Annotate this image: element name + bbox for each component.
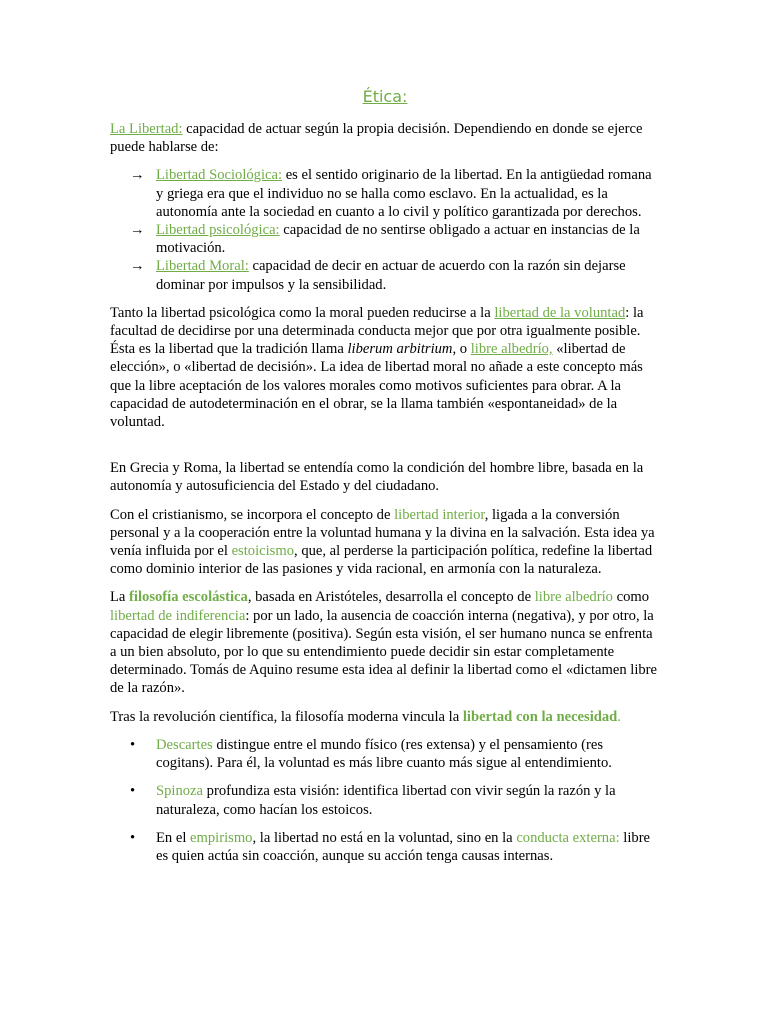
- term-descartes: Descartes: [156, 736, 213, 753]
- term-libertad-necesidad: libertad con la necesidad: [462, 708, 618, 725]
- list-item: [110, 829, 660, 865]
- text-run: , o: [452, 341, 471, 358]
- spacer: [110, 441, 660, 459]
- text-run: profundiza esta visión: identifica libertad con vivir según la razón y la naturaleza, como hacían los estoicos.: [156, 783, 616, 818]
- text-run: «libertad de elección», o «libertad de decisión». La idea de libertad moral no añade a este concepto más que la libre aceptación de los valores morales como motivos suficientes para obrar. A la capacidad de autodeterminación en el obrar, se la llama también «espontaneidad» de la voluntad.: [110, 341, 643, 431]
- text-run: , que, al perderse la participación política, redefine la libertad como dominio interior de las pasiones y vida racional, en armonía con la naturaleza.: [110, 543, 653, 578]
- intro-paragraph: [110, 120, 660, 156]
- text-run: Con el cristianismo, se incorpora el concepto de: [110, 506, 395, 523]
- list-item: [110, 782, 660, 818]
- freedom-kinds-list: [110, 166, 660, 293]
- text-run: Tras la revolución científica, la filosofía moderna vincula la: [110, 708, 463, 725]
- text-run: , basada en Aristóteles, desarrolla el concepto de: [247, 589, 535, 606]
- list-item: [110, 221, 660, 257]
- link-libertad-voluntad[interactable]: libertad de la voluntad: [494, 304, 626, 321]
- term-conducta-externa: conducta externa:: [516, 829, 620, 846]
- kind-term: Libertad psicológica:: [156, 222, 280, 239]
- kind-text: capacidad de decir en actuar de acuerdo con la razón sin dejarse dominar por impulsos y la sensibilidad.: [156, 258, 626, 293]
- paragraph-escolastica: [110, 588, 660, 697]
- text-run: La: [110, 589, 130, 606]
- text-run: como: [612, 589, 650, 606]
- text-run: , la libertad no está en la voluntad, sino en la: [252, 829, 517, 846]
- paragraph-grecia-roma: En Grecia y Roma, la libertad se entendía como la condición del hombre libre, basada en la autonomía y autosuficiencia del Estado y del ciudadano.: [110, 460, 644, 495]
- kind-term: Libertad Moral:: [156, 258, 249, 275]
- text-run: , ligada a la conversión personal y a la cooperación entre la voluntad humana y la divina en la salvación. Esta idea ya venía influida por el: [110, 506, 655, 560]
- bullet-icon: •: [130, 736, 136, 753]
- arrow-icon: →: [130, 258, 145, 275]
- text-run: Tanto la libertad psicológica como la moral pueden reducirse a la: [110, 304, 495, 321]
- arrow-icon: →: [130, 222, 145, 239]
- arrow-icon: →: [130, 167, 145, 184]
- link-libre-albedrio[interactable]: libre albedrío,: [470, 341, 553, 358]
- bullet-icon: •: [130, 783, 136, 800]
- list-item: [110, 166, 660, 221]
- list-item: [110, 736, 660, 772]
- intro-text: capacidad de actuar según la propia decisión. Dependiendo en donde se ejerce puede hablarse de:: [110, 121, 643, 156]
- term-libertad-interior: libertad interior: [394, 506, 485, 523]
- text-run: libre es quien actúa sin coacción, aunque su acción tenga causas internas.: [156, 829, 651, 864]
- document-body: [110, 86, 660, 875]
- term-libertad-indiferencia: libertad de indiferencia: [110, 607, 246, 624]
- kind-text: capacidad de no sentirse obligado a actuar en instancias de la motivación.: [156, 222, 640, 257]
- emphasis-liberum-arbitrium: liberum arbitrium: [347, 341, 453, 358]
- kind-term: Libertad Sociológica:: [156, 167, 283, 184]
- page-title: Ética:: [362, 87, 408, 106]
- paragraph-voluntad: [110, 304, 660, 431]
- paragraph-cristianismo: [110, 506, 660, 579]
- term-estoicismo: estoicismo: [231, 543, 295, 560]
- text-run: En el: [156, 829, 191, 846]
- term-spinoza: Spinoza: [156, 783, 204, 800]
- list-item: [110, 257, 660, 293]
- intro-term: La Libertad:: [110, 121, 183, 137]
- text-run: : la facultad de decidirse por una determinada conducta mejor que por otra igualmente posible. Ésta es la libertad que la tradición llama: [110, 304, 644, 358]
- term-filosofia-escolastica: filosofía escolástica: [129, 589, 248, 606]
- paragraph-revolucion-cientifica: [110, 708, 660, 726]
- modern-philosophy-list: [110, 736, 660, 865]
- text-run: distingue entre el mundo físico (res extensa) y el pensamiento (res cogitans). Para él, la voluntad es más libre cuanto más sigue al entendimiento.: [156, 736, 612, 772]
- bullet-icon: •: [130, 829, 136, 846]
- text-run: : por un lado, la ausencia de coacción interna (negativa), y por otro, la capacidad de elegir libremente (positiva). Según esta visión, el ser humano nunca se enfrenta a un bien absoluto, por lo que su entendimiento puede decidir sin estar completamente determinado. Tomás de Aquino resume esta idea al definir la libertad como el «dictamen libre de la razón».: [110, 607, 658, 697]
- term-empirismo: empirismo: [190, 829, 253, 846]
- term-libre-albedrio: libre albedrío: [534, 589, 613, 606]
- kind-text: es el sentido originario de la libertad. En la antigüedad romana y griega era que el individuo no se halla como esclavo. En la actualidad, es la autonomía ante la sociedad en cuanto a lo civil y político garantizada por derechos.: [156, 167, 652, 220]
- text-run: .: [617, 708, 621, 725]
